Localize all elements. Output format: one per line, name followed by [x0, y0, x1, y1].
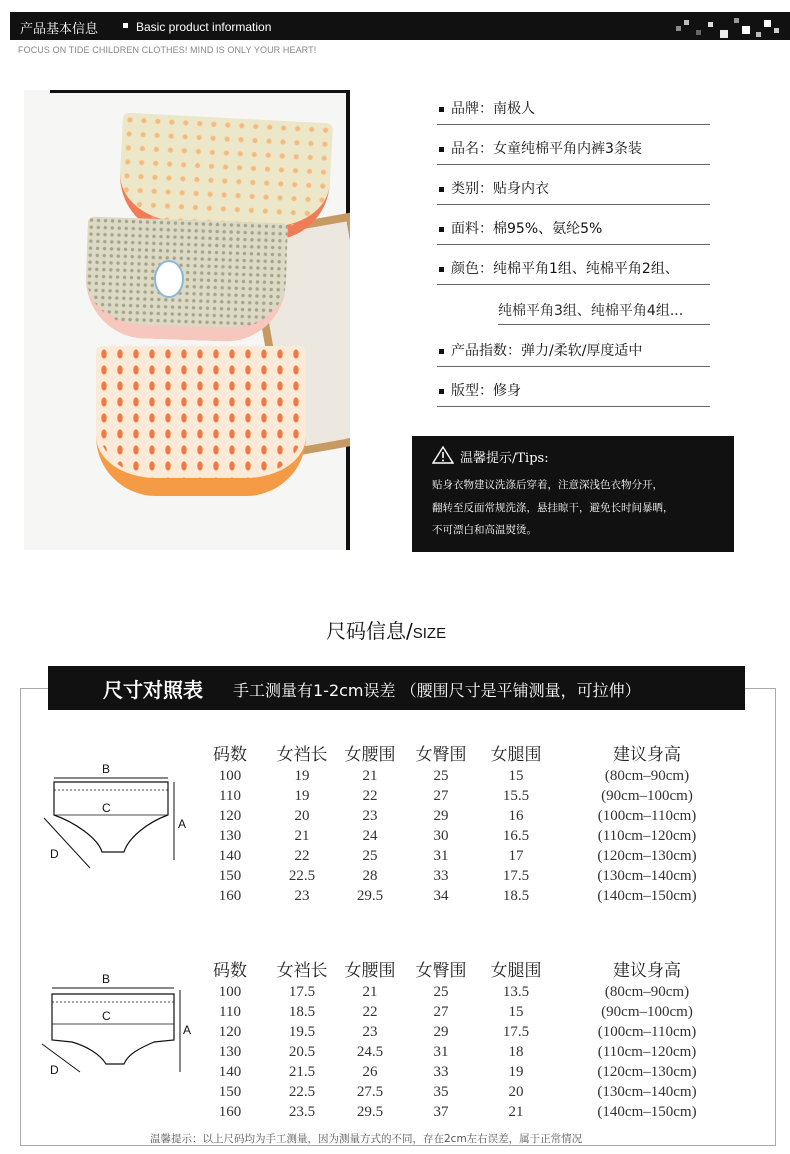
diagram-label-a: A — [183, 1023, 192, 1037]
table-cell: 21 — [508, 1104, 524, 1120]
table-cell: 16.5 — [502, 828, 530, 844]
table-cell: (100cm–110cm) — [597, 1024, 697, 1040]
tips-title: 温馨提示/Tips: — [460, 451, 549, 466]
table-cell: 23.5 — [288, 1104, 316, 1120]
owl-patch-icon — [154, 260, 184, 298]
table-cell: 120 — [218, 808, 242, 824]
table-cell: 27.5 — [356, 1084, 384, 1100]
diagram-label-c: C — [102, 801, 111, 815]
tips-line: 翻转至反面常规洗涤，悬挂晾干，避免长时间暴晒， — [432, 501, 674, 514]
table-cell: 160 — [218, 1104, 242, 1120]
table-cell: 22 — [362, 1004, 378, 1020]
size-heading-cn: 尺码信息 — [326, 619, 406, 643]
table-header-cell: 女腿围 — [490, 745, 542, 765]
table-cell: 22.5 — [288, 1084, 316, 1100]
table-header-cell: 女裆长 — [276, 745, 328, 765]
header-bullet — [123, 23, 128, 28]
footnote: 温馨提示：以上尺码均为手工测量，因为测量方式的不同，存在2cm左右误差，属于正常情况 — [150, 1133, 583, 1145]
table-cell: 150 — [218, 1084, 242, 1100]
table-row — [200, 768, 720, 788]
diagram-label-c: C — [102, 1009, 111, 1023]
table-cell: 35 — [433, 1084, 449, 1100]
table-cell: 23 — [294, 888, 310, 904]
table-cell: 31 — [433, 848, 449, 864]
table-cell: 110 — [219, 788, 241, 804]
table-row — [200, 1044, 720, 1064]
table-cell: 17.5 — [502, 868, 530, 884]
table-row — [200, 1004, 720, 1024]
table-cell: 100 — [218, 984, 242, 1000]
table-cell: 21 — [362, 768, 378, 784]
table-cell: 140 — [218, 848, 242, 864]
info-fit: 版型：修身 — [437, 380, 710, 407]
table-cell: 18.5 — [288, 1004, 316, 1020]
table-cell: (80cm–90cm) — [604, 768, 690, 784]
table-cell: 22 — [362, 788, 378, 804]
table-cell: 25 — [362, 848, 378, 864]
info-brand: 品牌：南极人 — [437, 98, 710, 125]
info-color-continued: 纯棉平角3组、纯棉平角4组... — [498, 300, 710, 325]
diagram-label-b: B — [102, 762, 111, 776]
table-cell: 20.5 — [288, 1044, 316, 1060]
table-cell: 29.5 — [356, 888, 384, 904]
table-cell: 19 — [508, 1064, 524, 1080]
size-chart-title-bar — [48, 666, 745, 710]
table-header-cell: 女臀围 — [415, 745, 467, 765]
info-category: 类别：贴身内衣 — [437, 178, 710, 205]
table-header-cell: 女腿围 — [490, 961, 542, 981]
table-header-cell: 女臀围 — [415, 961, 467, 981]
table-cell: 30 — [433, 828, 449, 844]
table-cell: (130cm–140cm) — [597, 1084, 697, 1100]
size-heading — [326, 615, 446, 644]
section-header-bar — [10, 12, 790, 40]
table-row — [200, 1064, 720, 1084]
tips-body — [432, 474, 732, 542]
table-header-cell: 码数 — [213, 961, 247, 981]
panty-dotted — [84, 217, 288, 344]
table-cell: 120 — [218, 1024, 242, 1040]
table-cell: 21 — [294, 828, 310, 844]
table-cell: 15.5 — [502, 788, 530, 804]
info-fabric: 面料：棉95%、氨纶5% — [437, 218, 710, 245]
table-cell: 17 — [508, 848, 524, 864]
table-cell: 130 — [218, 828, 242, 844]
table-cell: (90cm–100cm) — [601, 1004, 693, 1020]
table-cell: (120cm–130cm) — [597, 1064, 697, 1080]
table-cell: 15 — [508, 768, 524, 784]
table-cell: 25 — [433, 768, 449, 784]
table-cell: 29 — [433, 808, 449, 824]
table-cell: 26 — [362, 1064, 378, 1080]
table-cell: 140 — [218, 1064, 242, 1080]
table-cell: 160 — [218, 888, 242, 904]
tips-box — [412, 436, 734, 552]
size-table-boxer — [200, 956, 720, 1124]
table-cell: 23 — [362, 808, 378, 824]
tips-line: 贴身衣物建议洗涤后穿着，注意深浅色衣物分开， — [432, 479, 663, 491]
table-cell: 20 — [294, 808, 310, 824]
table-header-cell: 码数 — [213, 745, 247, 765]
table-cell: 13.5 — [502, 984, 530, 1000]
table-cell: 24 — [362, 828, 378, 844]
table-cell: 20 — [508, 1084, 524, 1100]
table-cell: 25 — [433, 984, 449, 1000]
info-color: 颜色：纯棉平角1组、纯棉平角2组、 — [437, 258, 710, 285]
table-row — [200, 888, 720, 908]
table-cell: (130cm–140cm) — [597, 868, 697, 884]
table-cell: 17.5 — [502, 1024, 530, 1040]
table-cell: 18 — [508, 1044, 524, 1060]
table-cell: (120cm–130cm) — [597, 848, 697, 864]
info-index: 产品指数：弹力/柔软/厚度适中 — [437, 340, 710, 367]
table-cell: 29 — [433, 1024, 449, 1040]
table-cell: (140cm–150cm) — [597, 888, 697, 904]
table-header-cell: 女裆长 — [276, 961, 328, 981]
product-photo — [24, 90, 350, 550]
photo-frame-edge — [50, 90, 350, 93]
table-cell: 27 — [433, 788, 449, 804]
table-cell: 18.5 — [502, 888, 530, 904]
briefs-diagram — [28, 760, 198, 875]
size-heading-slash: / — [406, 619, 413, 643]
table-row — [200, 788, 720, 808]
table-cell: (80cm–90cm) — [604, 984, 690, 1000]
size-chart-subtitle: 手工测量有1-2cm误差 （腰围尺寸是平铺测量，可拉伸） — [233, 681, 641, 700]
table-row — [200, 1084, 720, 1104]
table-row — [200, 868, 720, 888]
diagram-label-d: D — [50, 1063, 59, 1077]
table-cell: 34 — [433, 888, 449, 904]
table-cell: 15 — [508, 1004, 524, 1020]
table-row — [200, 984, 720, 1004]
section-title-en: Basic product information — [136, 20, 272, 34]
table-cell: (100cm–110cm) — [597, 808, 697, 824]
table-cell: 23 — [362, 1024, 378, 1040]
table-cell: 37 — [433, 1104, 449, 1120]
table-header-row — [200, 956, 720, 984]
table-cell: (110cm–120cm) — [597, 1044, 697, 1060]
table-cell: 110 — [219, 1004, 241, 1020]
size-heading-en: SIZE — [412, 625, 447, 642]
table-cell: 19.5 — [288, 1024, 316, 1040]
table-cell: 33 — [433, 1064, 449, 1080]
size-chart-title: 尺寸对照表 — [103, 678, 203, 702]
size-table-briefs — [200, 740, 720, 908]
table-cell: 22.5 — [288, 868, 316, 884]
pixel-decoration — [676, 16, 786, 42]
table-cell: 33 — [433, 868, 449, 884]
table-cell: 17.5 — [288, 984, 316, 1000]
table-cell: 27 — [433, 1004, 449, 1020]
diagram-label-a: A — [178, 817, 187, 831]
slogan: FOCUS ON TIDE CHILDREN CLOTHES! MIND IS ONLY YOUR HEART! — [18, 45, 317, 55]
table-header-cell: 建议身高 — [613, 961, 681, 981]
table-cell: 19 — [294, 788, 310, 804]
table-cell: 100 — [218, 768, 242, 784]
table-row — [200, 848, 720, 868]
table-cell: 150 — [218, 868, 242, 884]
panty-carrot — [96, 346, 306, 496]
warning-icon — [432, 446, 454, 464]
table-cell: 19 — [294, 768, 310, 784]
table-cell: (110cm–120cm) — [597, 828, 697, 844]
table-row — [200, 1104, 720, 1124]
diagram-label-d: D — [50, 847, 59, 861]
table-cell: 21.5 — [288, 1064, 316, 1080]
table-cell: 22 — [294, 848, 310, 864]
table-row — [200, 1024, 720, 1044]
table-header-cell: 女腰围 — [344, 745, 396, 765]
info-name: 品名：女童纯棉平角内裤3条装 — [437, 138, 710, 165]
table-cell: 24.5 — [356, 1044, 384, 1060]
section-title-cn: 产品基本信息 — [20, 22, 99, 37]
table-row — [200, 808, 720, 828]
table-cell: 31 — [433, 1044, 449, 1060]
table-header-row — [200, 740, 720, 768]
diagram-label-b: B — [102, 972, 111, 986]
table-cell: 21 — [362, 984, 378, 1000]
table-cell: 28 — [362, 868, 378, 884]
table-header-cell: 女腰围 — [344, 961, 396, 981]
table-row — [200, 828, 720, 848]
table-cell: 29.5 — [356, 1104, 384, 1120]
table-cell: 130 — [218, 1044, 242, 1060]
table-header-cell: 建议身高 — [613, 745, 681, 765]
table-cell: (90cm–100cm) — [601, 788, 693, 804]
boxer-diagram — [28, 968, 198, 1083]
tips-line: 不可漂白和高温熨烫。 — [432, 524, 537, 536]
table-cell: 16 — [508, 808, 524, 824]
table-cell: (140cm–150cm) — [597, 1104, 697, 1120]
